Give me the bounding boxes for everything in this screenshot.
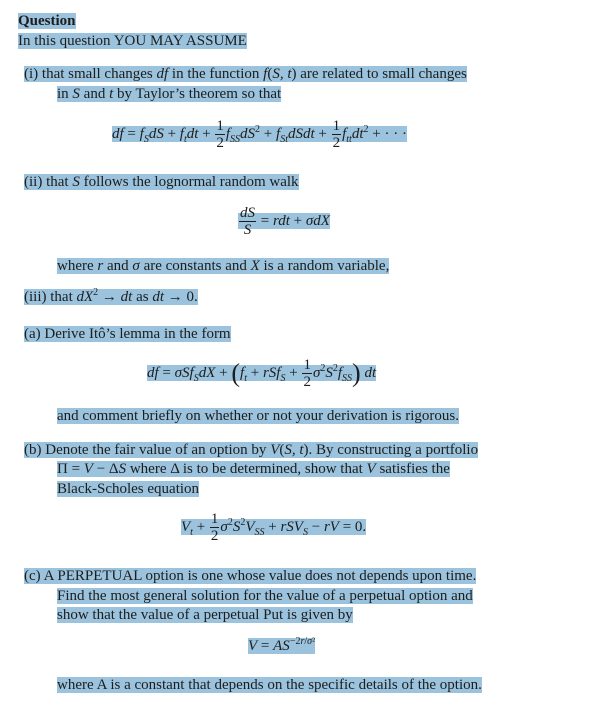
- intro-text: In this question YOU MAY ASSUME: [18, 33, 247, 49]
- part-c-line1: (c) A PERPETUAL option is one whose value does not depends upon time.: [24, 568, 477, 584]
- perpetual-put-equation: $V = AS^{-2r/\sigma^2}$: [248, 636, 316, 654]
- part-b-line2: Π = V − ΔS where Δ is to be determined, show that V satisfies the: [57, 461, 450, 477]
- part-c-line4: where A is a constant that depends on the specific details of the option.: [57, 677, 482, 693]
- ito-lemma-equation: df = $\sigma Sf_SdX + (f_t + rSf_S$ + $\frac{1}{2}$ $\sigma^2S^2f_{SS}$) dt: [147, 357, 377, 390]
- part-c-line3: show that the value of a perpetual Put is given by: [57, 607, 353, 623]
- part-a-text: (a) Derive Itô’s lemma in the form: [24, 326, 231, 342]
- item-iii: (iii) that $dX^2$ → dt as dt → 0.: [24, 287, 198, 305]
- lognormal-equation: $\frac{dS}{S}$ = rdt + σdX: [240, 205, 330, 238]
- black-scholes-equation: $V_t$ + $\frac{1}{2}$ $\sigma^2S^2V_{SS} + rSV_S$ − rV = 0.: [181, 511, 367, 544]
- item-i-line2: in S and t by Taylor’s theorem so that: [57, 86, 282, 102]
- taylor-equation: df = $f_SdS + f_tdt$ + $\frac{1}{2}$ $f_{SS}dS^2$ + $f_{St}dSdt$ + $\frac{1}{2}$ $f_{tt}dt^2$ + · · ·: [112, 118, 407, 151]
- item-i-line1: (i) that small changes df in the function f(S, t) are related to small changes: [24, 66, 467, 82]
- part-b-line1: (b) Denote the fair value of an option by V(S, t). By constructing a portfolio: [24, 442, 479, 458]
- item-ii-where: where r and σ are constants and X is a random variable,: [57, 258, 390, 274]
- question-heading: Question: [18, 13, 76, 29]
- part-a-comment: and comment briefly on whether or not your derivation is rigorous.: [57, 408, 459, 424]
- part-c-line2: Find the most general solution for the value of a perpetual option and: [57, 588, 473, 604]
- part-b-line3: Black-Scholes equation: [57, 481, 200, 497]
- item-ii: (ii) that S follows the lognormal random walk: [24, 174, 299, 190]
